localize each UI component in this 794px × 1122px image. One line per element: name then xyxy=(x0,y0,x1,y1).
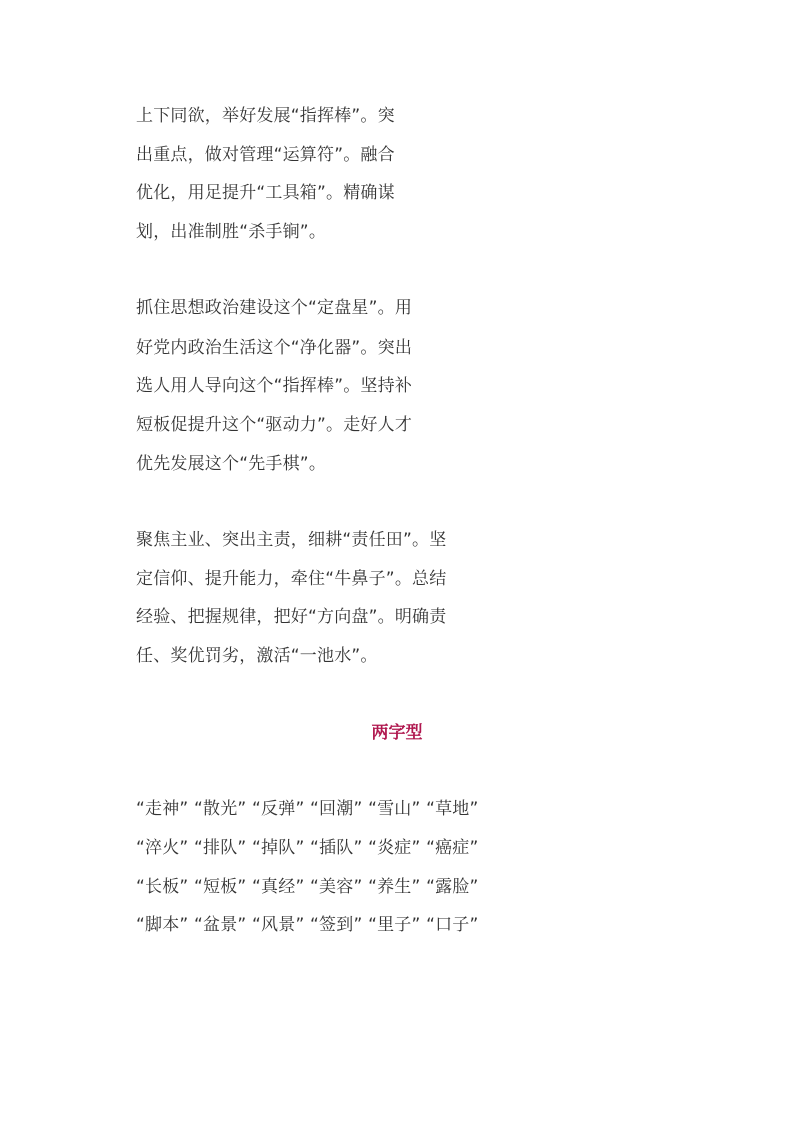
paragraph-line: 优先发展这个“先手棋”。 xyxy=(136,454,327,474)
paragraph-line: 经验、把握规律，把好“方向盘”。明确责 xyxy=(136,607,447,627)
paragraph-line: 划，出准制胜“杀手锏”。 xyxy=(136,222,327,242)
paragraph-line: 选人用人导向这个“指挥棒”。坚持补 xyxy=(136,376,413,396)
paragraph-line: 上下同欲，举好发展“指挥棒”。突 xyxy=(136,106,395,126)
paragraph-line: 定信仰、提升能力，牵住“牛鼻子”。总结 xyxy=(136,569,447,589)
paragraph-line: 出重点，做对管理“运算符”。融合 xyxy=(136,145,395,165)
paragraph-line: 好党内政治生活这个“净化器”。突出 xyxy=(136,338,413,358)
paragraph-line: 抓住思想政治建设这个“定盘星”。用 xyxy=(136,298,413,318)
paragraph-line: 聚焦主业、突出主责，细耕“责任田”。坚 xyxy=(136,530,447,550)
paragraph-line: 优化，用足提升“工具箱”。精确谋 xyxy=(136,183,395,203)
word-line: “淬火” “排队” “掉队” “插队” “炎症” “癌症” xyxy=(136,838,479,858)
section-heading: 两字型 xyxy=(371,723,423,743)
word-line: “走神” “散光” “反弹” “回潮” “雪山” “草地” xyxy=(136,799,479,819)
paragraph-line: 任、奖优罚劣，激活“一池水”。 xyxy=(136,646,378,666)
paragraph-line: 短板促提升这个“驱动力”。走好人才 xyxy=(136,415,413,435)
word-line: “长板” “短板” “真经” “美容” “养生” “露脸” xyxy=(136,877,479,897)
word-line: “脚本” “盆景” “风景” “签到” “里子” “口子” xyxy=(136,915,479,935)
